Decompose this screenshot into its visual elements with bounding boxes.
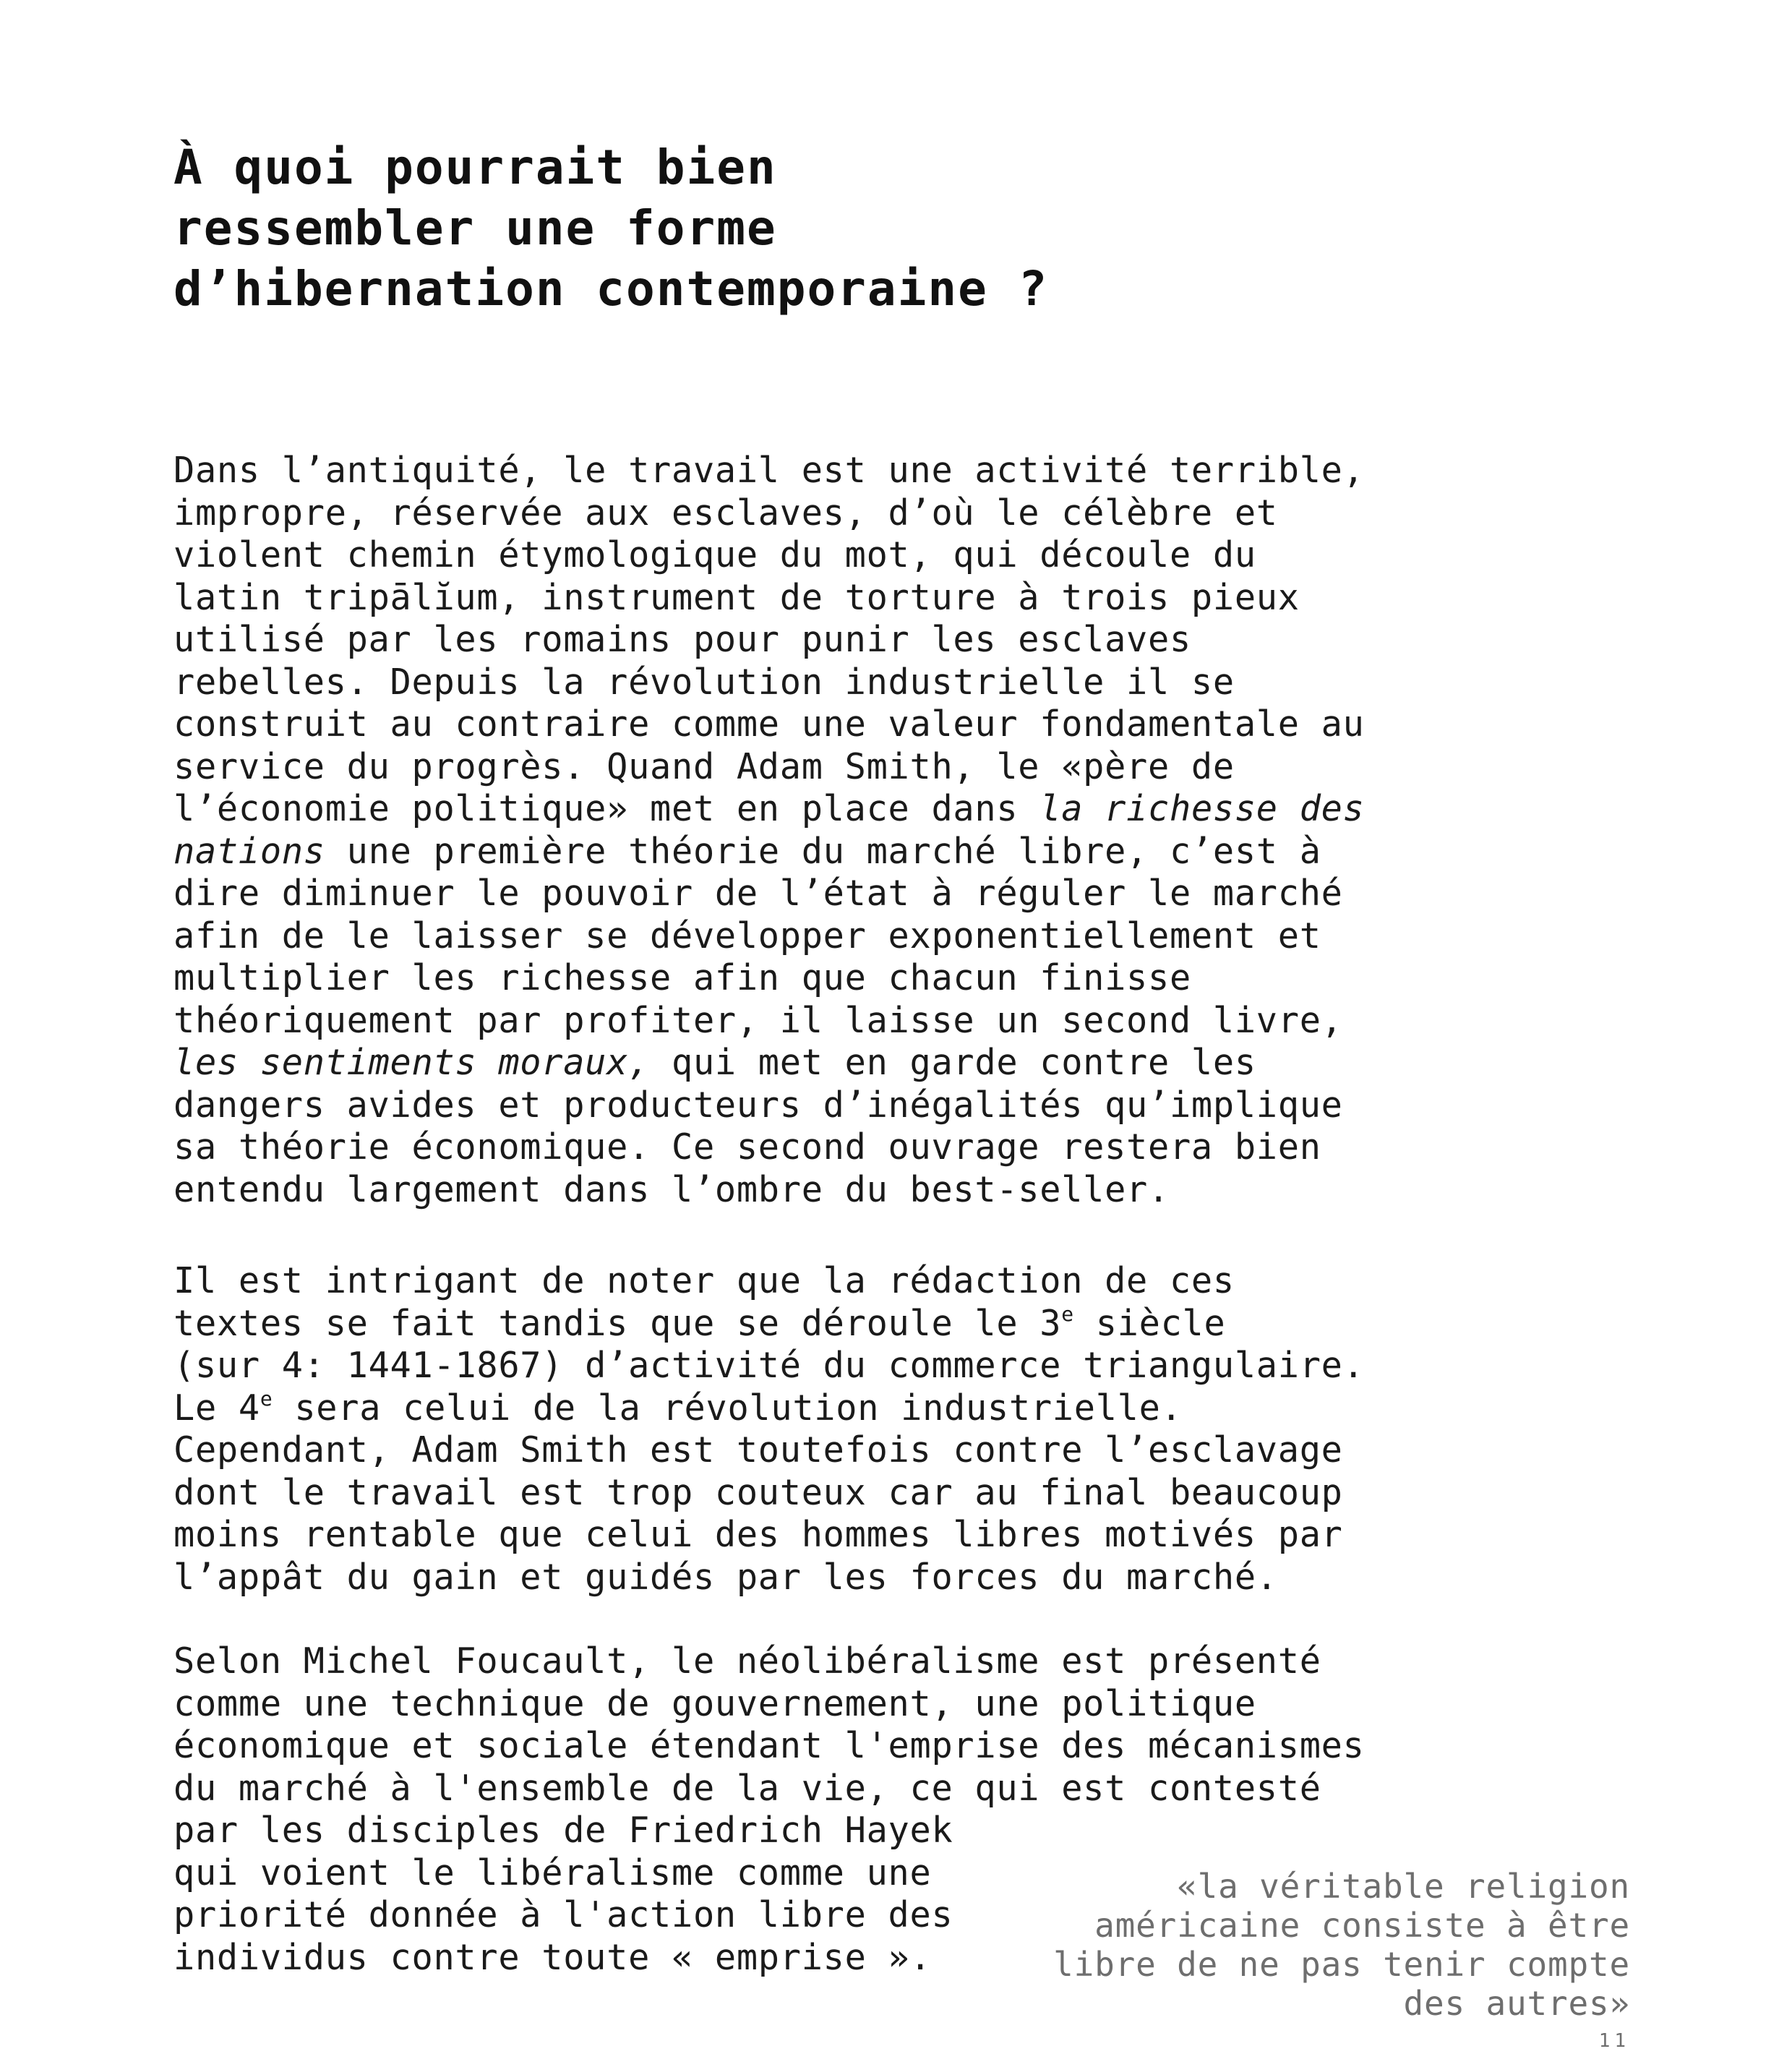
text-line [173, 1042, 1365, 1084]
text-line: service du progrès. Quand Adam Smith, le «père de [173, 746, 1235, 787]
paragraph-triangular-trade [173, 1260, 1365, 1599]
book-title-italic: les sentiments moraux, [173, 1043, 651, 1083]
text-line [173, 1303, 1365, 1345]
title-line: À quoi pourrait bien [173, 140, 777, 195]
paragraph-antiquity [173, 450, 1365, 1211]
pull-quote [1053, 1867, 1630, 2023]
pull-quote-line: américaine consiste à être [1094, 1906, 1630, 1945]
pull-quote-line: «la véritable religion [1177, 1867, 1630, 1906]
ordinal-superscript: e [260, 1386, 273, 1411]
text-line: latin tripālĭum, instrument de torture à trois pieux [173, 577, 1300, 618]
text-line: du marché à l'ensemble de la vie, ce qui est contesté [173, 1768, 1321, 1809]
text-line: violent chemin étymologique du mot, qui découle du [173, 535, 1256, 575]
title-line: d’hibernation contemporaine ? [173, 261, 1049, 317]
text-line: dont le travail est trop couteux car au final beaucoup [173, 1472, 1343, 1513]
text-line: dire diminuer le pouvoir de l’état à réguler le marché [173, 873, 1343, 914]
text-line: par les disciples de Friedrich Hayek [173, 1810, 953, 1851]
book-title-italic: nations [173, 831, 325, 872]
text-line: impropre, réservée aux esclaves, d’où le célèbre et [173, 492, 1278, 534]
text-line [173, 1387, 1365, 1430]
pull-quote-line: des autres» [1403, 1984, 1630, 2023]
text-line: sa théorie économique. Ce second ouvrage restera bien [173, 1127, 1321, 1168]
pull-quote-line: libre de ne pas tenir compte [1053, 1945, 1630, 1984]
text-line: Il est intrigant de noter que la rédaction de ces [173, 1261, 1235, 1301]
page-number: 11 [1598, 2030, 1630, 2052]
text-segment: textes se fait tandis que se déroule le 3 [173, 1303, 1062, 1344]
text-line: théoriquement par profiter, il laisse un second livre, [173, 1000, 1343, 1041]
text-segment: une première théorie du marché libre, c’est à [325, 831, 1321, 872]
text-line: (sur 4: 1441-1867) d’activité du commerce triangulaire. [173, 1345, 1365, 1386]
title-line: ressembler une forme [173, 200, 777, 256]
text-segment: l’économie politique» met en place dans [173, 789, 1040, 829]
text-line: afin de le laisser se développer exponentiellement et [173, 915, 1321, 957]
text-line: dangers avides et producteurs d’inégalités qu’implique [173, 1084, 1343, 1126]
text-segment: Le 4 [173, 1387, 260, 1429]
text-line: priorité donnée à l'action libre des [173, 1895, 953, 1935]
text-line: Dans l’antiquité, le travail est une activité terrible, [173, 450, 1365, 491]
text-segment: siècle [1073, 1303, 1226, 1344]
text-line: individus contre toute « emprise ». [173, 1937, 932, 1978]
text-line: construit au contraire comme une valeur fondamentale au [173, 704, 1365, 745]
text-line: entendu largement dans l’ombre du best-seller. [173, 1169, 1170, 1210]
text-line [173, 831, 1365, 873]
book-title-italic: la richesse des [1039, 789, 1365, 829]
text-line: qui voient le libéralisme comme une [173, 1852, 932, 1893]
text-segment: sera celui de la révolution industrielle. [273, 1387, 1183, 1429]
text-line: Cependant, Adam Smith est toutefois contre l’esclavage [173, 1430, 1343, 1471]
text-line: multiplier les richesse afin que chacun finisse [173, 958, 1191, 998]
page-title [173, 137, 1048, 320]
text-line: comme une technique de gouvernement, une politique [173, 1683, 1256, 1724]
text-line: rebelles. Depuis la révolution industrielle il se [173, 662, 1235, 703]
text-line: moins rentable que celui des hommes libres motivés par [173, 1515, 1343, 1555]
text-line: l’appât du gain et guidés par les forces du marché. [173, 1557, 1278, 1598]
text-line: utilisé par les romains pour punir les esclaves [173, 620, 1191, 660]
text-line: économique et sociale étendant l'emprise des mécanismes [173, 1726, 1365, 1766]
text-segment: qui met en garde contre les [650, 1043, 1256, 1083]
text-line: Selon Michel Foucault, le néolibéralisme est présenté [173, 1641, 1321, 1682]
ordinal-superscript: e [1061, 1301, 1074, 1326]
text-line [173, 788, 1365, 831]
